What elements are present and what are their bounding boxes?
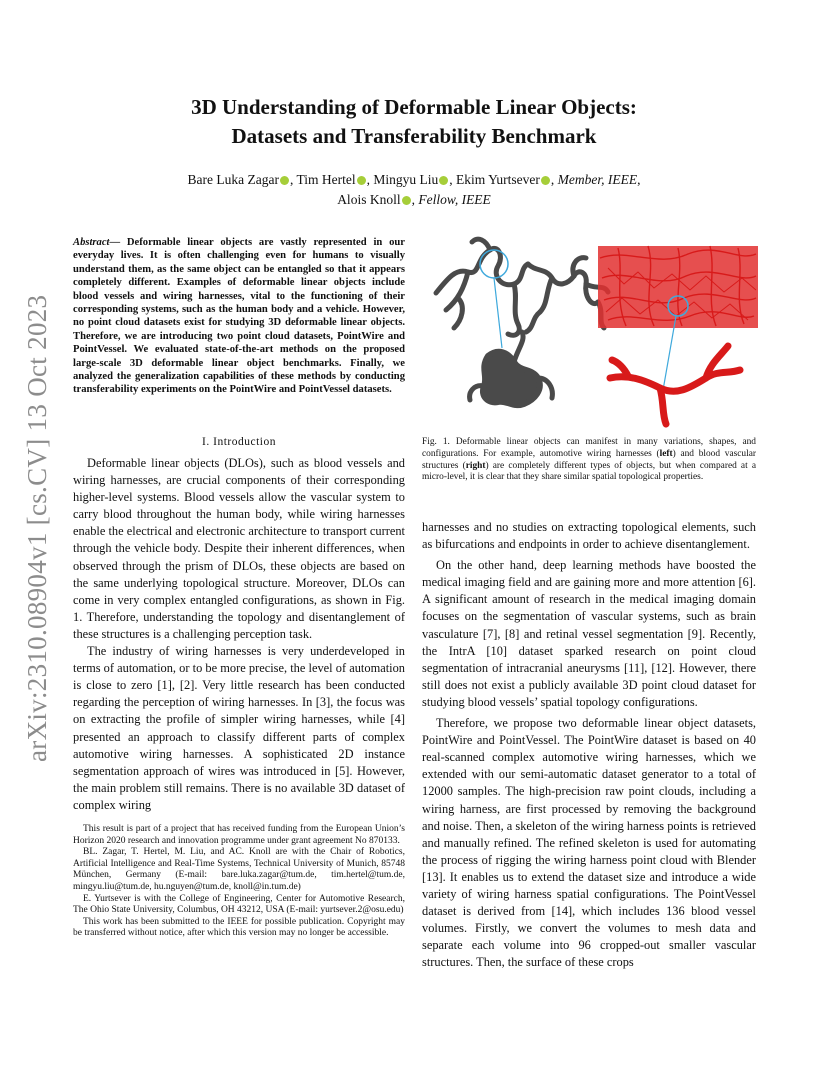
paragraph: Therefore, we propose two deformable linear object datasets, PointWire and PointVessel. The PointWire dataset is based on 40 real-scanned complex automotive wiring harnesses, which we extended with our semi-automatic dataset generator to a total of 12000 samples. The high-precision raw point clouds, including a wiring harness, are first processed by removing the background and noise. Then, a skeleton of the wiring harness points is retrieved and manually refined. The refined skeleton is used for automating the process of rigging the wiring harness point cloud with Blender [13]. It enables us to extend the dataset size and introduce a wide variety of wiring harness spatial configurations. The PointVessel dataset is derived from [14], which includes 136 blood vessel volumes. Firstly, we convert the volumes to mesh data and separate each volume into 96 cropped-out smaller vascular structures. Then, the surface of these crops [422, 716, 756, 970]
left-column-body [73, 455, 405, 814]
arxiv-identifier: arXiv:2310.08904v1 [cs.CV] 13 Oct 2023 [22, 294, 52, 762]
orcid-icon[interactable] [541, 176, 550, 185]
author-name: Mingyu Liu [373, 172, 439, 187]
title-line-2: Datasets and Transferability Benchmark [231, 124, 597, 148]
abstract-text: — Deformable linear objects are vastly represented in our everyday lives. It is often challenging even for humans to visually understand them, as the same object can be entangled so that it appears completely different. Examples of deformable linear objects include blood vessels and wiring harnesses, vital to the functioning of their corresponding systems, such as the human body and a vehicle. However, no point cloud datasets exist for studying 3D deformable linear objects. Therefore, we are introducing two point cloud datasets, PointWire and PointVessel. We evaluated state-of-the-art methods on the proposed large-scale 3D deformable linear object benchmarks. Finally, we analyzed the generalization capabilities of these methods by conducting transferability experiments on the PointWire and PointVessel datasets. [73, 237, 405, 396]
orcid-icon[interactable] [439, 176, 448, 185]
author-line-1: Bare Luka Zagar , Tim Hertel , Mingyu Liu , Ekim Yurtsever , Member, IEEE, [187, 172, 641, 187]
author-name: Bare Luka Zagar [187, 172, 279, 187]
footnote: This work has been submitted to the IEEE for possible publication. Copyright may be transferred without notice, after which this version may no longer be accessible. [73, 916, 405, 939]
author-name: Tim Hertel [296, 172, 356, 187]
zoom-line-left [494, 278, 502, 348]
caption-text: Fig. 1. Deformable linear objects can manifest in many variations, shapes, and configurations. For example, automotive wiring harnesses ( [422, 437, 756, 459]
right-column-body [422, 519, 756, 971]
paper-title [60, 93, 768, 151]
footnote: E. Yurtsever is with the College of Engineering, Center for Automotive Research, The Ohio State University, Columbus, OH 43212, USA (E-mail: yurtsever.2@osu.edu) [73, 893, 405, 916]
paragraph: Deformable linear objects (DLOs), such as blood vessels and wiring harnesses, are crucial components of their corresponding higher-level systems. Blood vessels allow the vascular system to carry blood throughout the human body, while wiring harnesses enable the electrical and electronic architecture to transport current through the vehicle body. Despite their inherent differences, when observed through the prism of DLOs, these objects are based on the same underlying topological structure. Moreover, DLOs can come in very complex entangled configurations, as shown in Fig. 1. Therefore, understanding the topology and disentanglement of these structures is a challenging perception task. [73, 456, 405, 641]
orcid-icon[interactable] [357, 176, 366, 185]
section-heading-introduction [73, 436, 405, 448]
figure-1-caption [422, 437, 756, 484]
author-name: Alois Knoll [337, 192, 401, 207]
wiring-harness-graphic [436, 239, 608, 405]
author-line-2: Alois Knoll , Fellow, IEEE [337, 192, 491, 207]
author-role: Fellow, IEEE [418, 192, 491, 207]
abstract-label: Abstract [73, 237, 110, 248]
title-line-1: 3D Understanding of Deformable Linear Objects: [191, 95, 637, 119]
caption-emphasis: right [465, 460, 486, 471]
vessel-closeup-graphic [610, 346, 740, 424]
caption-emphasis: left [659, 448, 673, 459]
paragraph: The industry of wiring harnesses is very underdeveloped in terms of automation, or to be more precise, the level of automation is close to zero [1], [2]. Very little research has been conducted regarding the perception of wiring harnesses. In [3], the focus was on extracting the profile of simpler wiring harnesses, while [4] presented an approach to classify different parts of complex automotive wiring harnesses. A sophisticated 2D instance segmentation approach of wires was introduced in [5]. However, the main problem still remains. There is no available 3D dataset of complex wiring [73, 644, 405, 812]
paragraph: harnesses and no studies on extracting topological elements, such as bifurcations and endpoints in order to achieve disentanglement. [422, 520, 756, 552]
caption-text: ) and blood vascular structures ( [422, 448, 756, 471]
footnote: BL. Zagar, T. Hertel, M. Liu, and AC. Knoll are with the Chair of Robotics, Artificial Intelligence and Real-Time Systems, Technical University of Munich, 85748 München, Germany (E-mail: bare.luka.zagar@tum.de, tim.hertel@tum.de, mingyu.liu@tum.de, hu.nguyen@tum.de, knoll@in.tum.de) [73, 847, 405, 892]
author-role: Member, IEEE [557, 172, 638, 187]
author-name: Ekim Yurtsever [456, 172, 540, 187]
caption-text: ) are completely different types of objects, but when compared at a micro-level, it is clear that they share similar spatial topological properties. [422, 460, 756, 483]
orcid-icon[interactable] [402, 196, 411, 205]
orcid-icon[interactable] [280, 176, 289, 185]
section-heading-text: I. Introduction [202, 436, 276, 448]
figure-1-image [428, 228, 758, 428]
paragraph: On the other hand, deep learning methods have boosted the medical imaging field and are gaining more and more attention [6]. A significant amount of research in the medical imaging domain focuses on the segmentation of vascular systems, such as brain vasculature [7], [8] and retinal vessel segmentation [9]. Recently, the IntrA [10] dataset sparked research on point cloud segmentation of intracranial aneurysms [11], [12]. However, there still does not exist a publicly available 3D point cloud dataset for studying blood vessels’ spatial topology configurations. [422, 558, 756, 709]
footnote: This result is part of a project that has received funding from the European Union’s Horizon 2020 research and innovation programme under grant agreement No 870133. [73, 824, 405, 846]
abstract [73, 236, 405, 397]
author-list [60, 170, 768, 210]
footnotes [73, 824, 405, 940]
